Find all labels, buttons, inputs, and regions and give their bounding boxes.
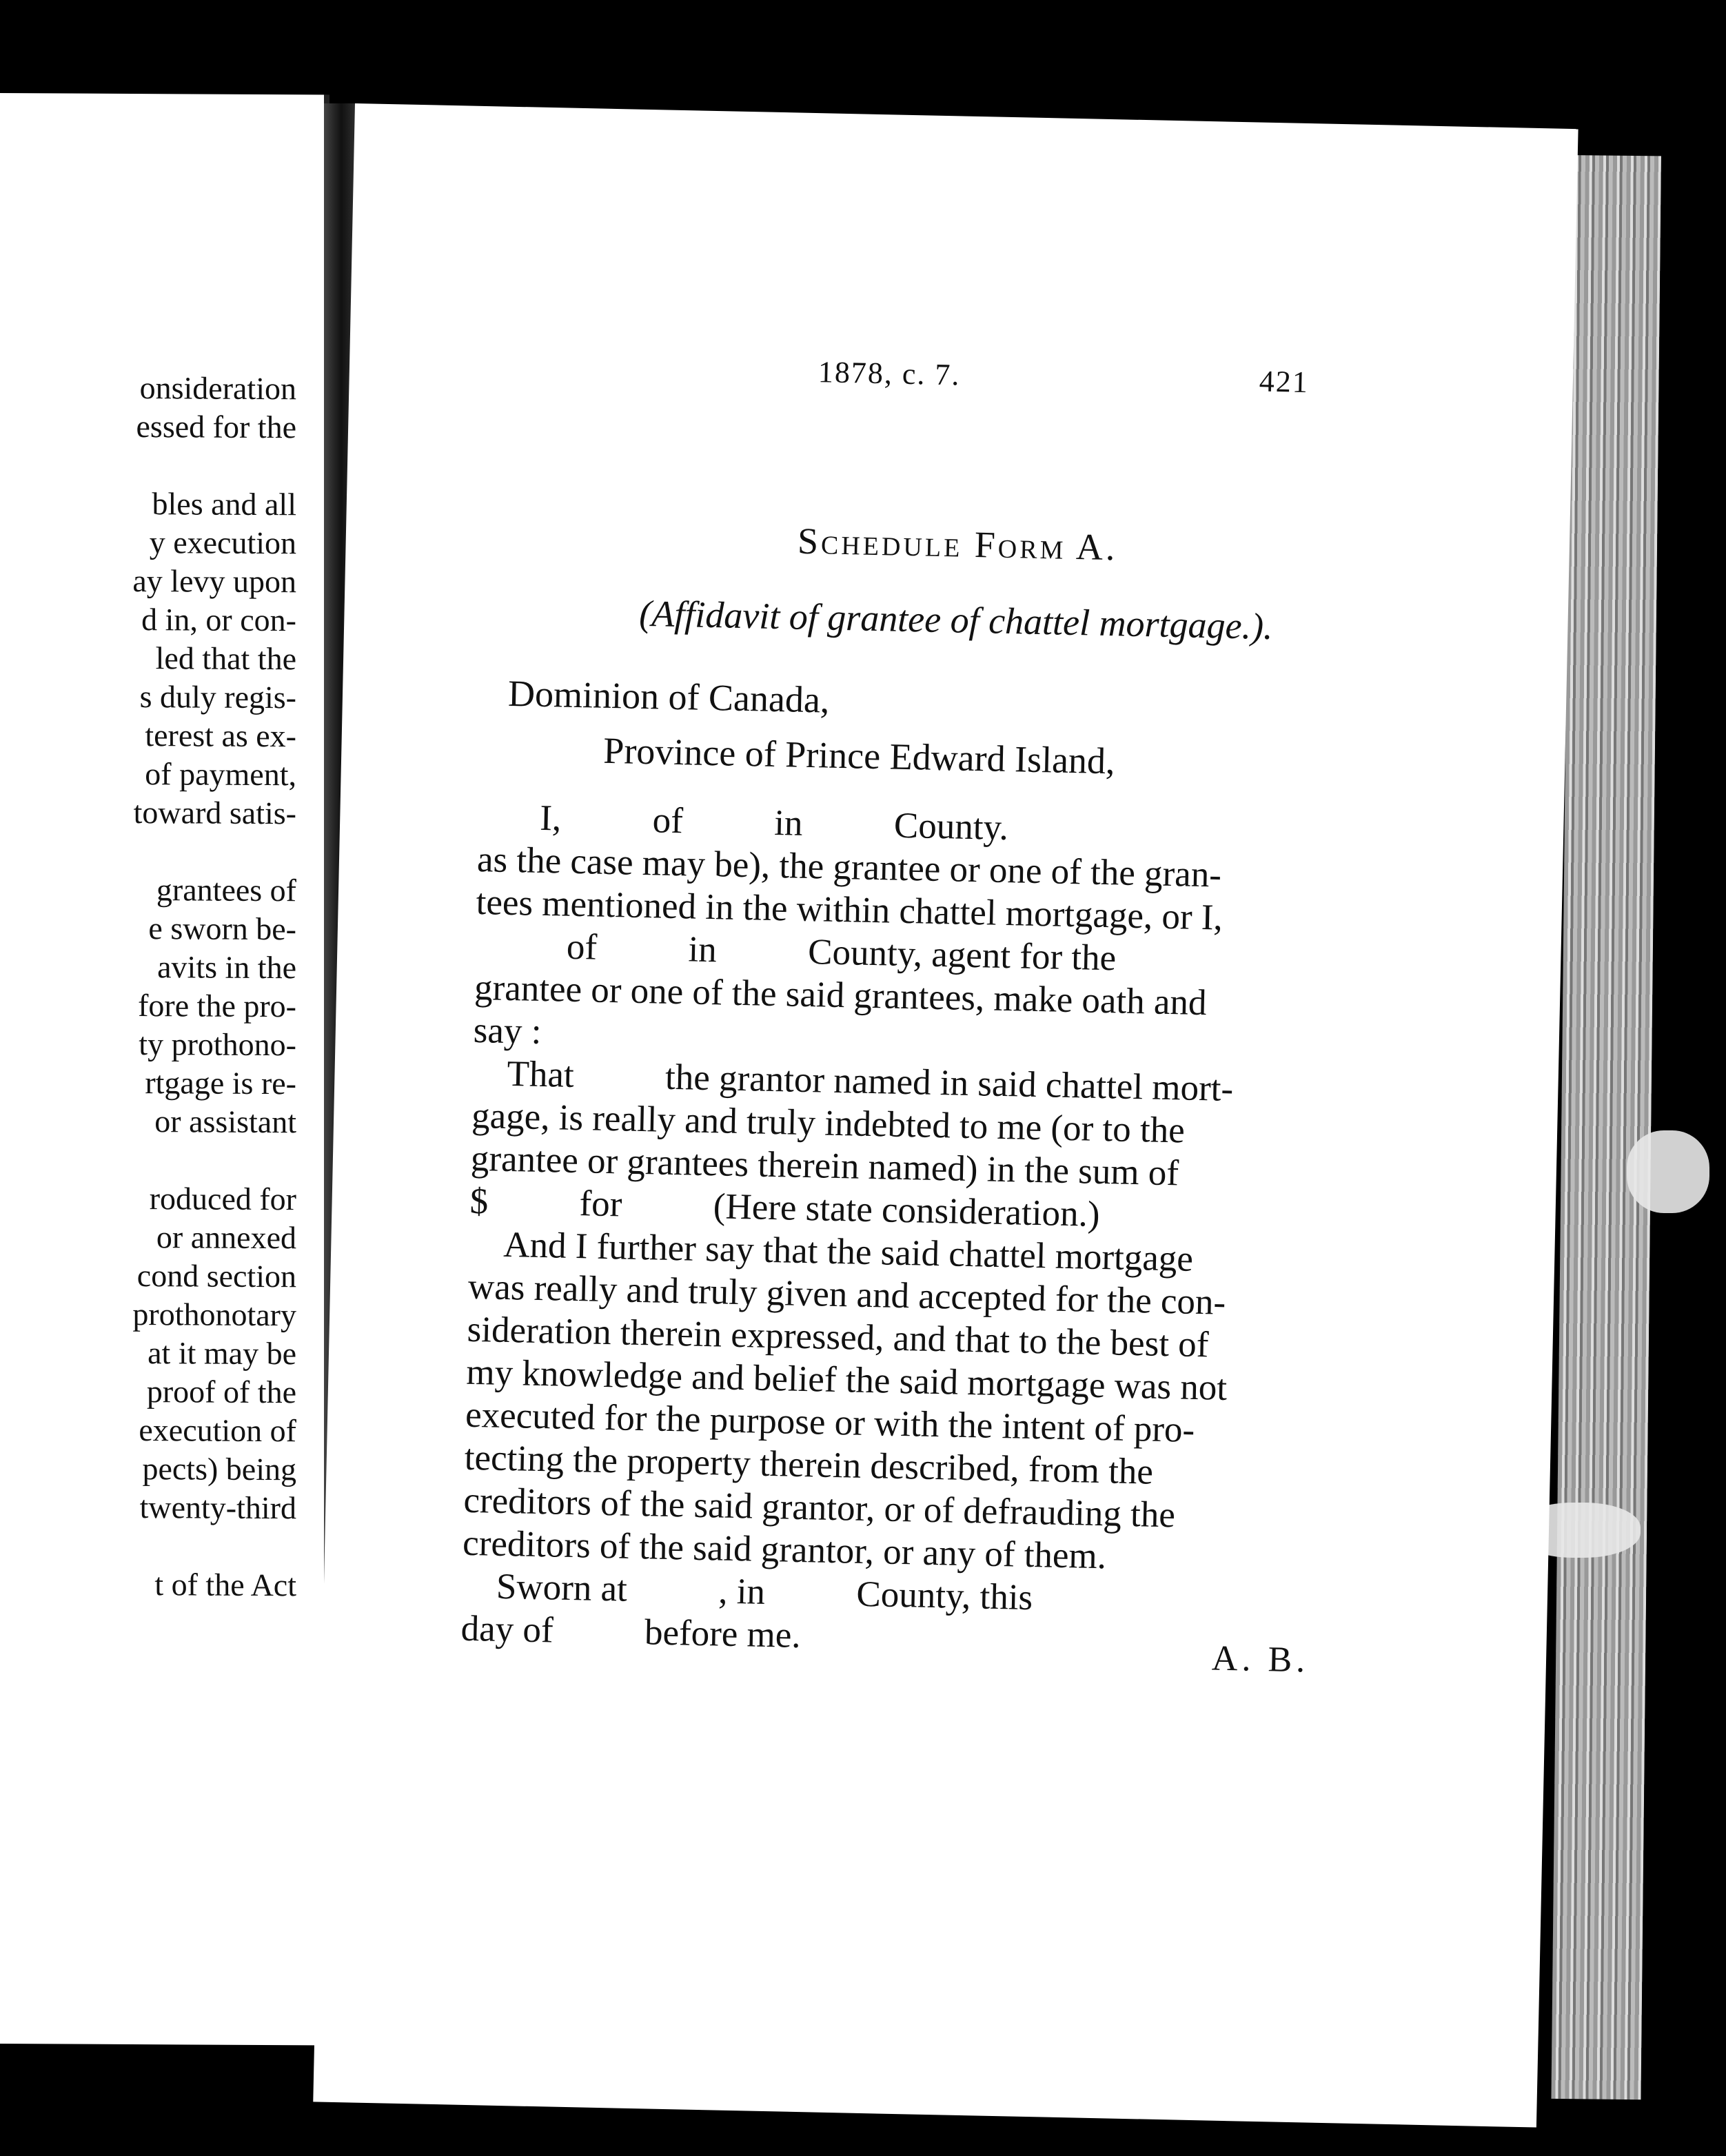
facing-page-left bbox=[0, 93, 329, 2046]
text-line: tees mentioned in the within chattel mortgage, or I, bbox=[476, 882, 1224, 938]
text-line: creditors of the said grantor, or any of them. bbox=[462, 1523, 1107, 1577]
left-page-line: led that the bbox=[155, 640, 296, 677]
left-page-line: cond section bbox=[136, 1258, 296, 1294]
text-line: as the case may be), the grantee or one of the gran- bbox=[476, 839, 1222, 895]
left-page-line: ty prothono- bbox=[139, 1026, 296, 1063]
text-line: executed for the purpose or with the intent of pro- bbox=[465, 1394, 1195, 1450]
text-line: was really and truly given and accepted for the con- bbox=[467, 1266, 1226, 1323]
signature: A. B. bbox=[1211, 1638, 1310, 1680]
left-page-line: e sworn be- bbox=[148, 911, 296, 947]
left-page-line: or assistant bbox=[154, 1104, 296, 1140]
left-page-line: or annexed bbox=[156, 1219, 296, 1256]
form-subtitle: (Affidavit of grantee of chattel mortgage.). bbox=[638, 592, 1274, 648]
left-page-line: pects) being bbox=[142, 1451, 296, 1487]
left-page-line: onsideration bbox=[139, 370, 296, 407]
right-page bbox=[313, 103, 1578, 2128]
left-page-line: ay levy upon bbox=[132, 563, 296, 600]
left-page-line: grantees of bbox=[156, 872, 296, 908]
text-line: Sworn at , in County, this bbox=[496, 1566, 1033, 1618]
text-line: I, of in County. bbox=[539, 797, 1009, 848]
left-page-line: of payment, bbox=[145, 756, 296, 793]
venue-line-1: Dominion of Canada, bbox=[507, 672, 831, 721]
left-page-line: roduced for bbox=[149, 1181, 296, 1217]
left-page-line: t of the Act bbox=[154, 1567, 296, 1603]
page-number: 421 bbox=[1259, 364, 1310, 400]
text-line: $ for (Here state consideration.) bbox=[469, 1181, 1101, 1234]
left-page-line: d in, or con- bbox=[141, 602, 296, 638]
left-page-line: at it may be bbox=[148, 1335, 296, 1372]
paragraph-2 bbox=[469, 1052, 1328, 1241]
left-page-line: rtgage is re- bbox=[145, 1065, 296, 1101]
text-line: That the grantor named in said chattel mort- bbox=[506, 1053, 1234, 1109]
left-page-line: essed for the bbox=[136, 409, 296, 445]
left-page-line: fore the pro- bbox=[138, 988, 296, 1024]
left-page-line: s duly regis- bbox=[139, 679, 296, 715]
text-line: creditors of the said grantor, or of defrauding the bbox=[463, 1480, 1176, 1536]
left-page-line: y execution bbox=[149, 525, 296, 561]
left-page-line: twenty-third bbox=[139, 1489, 296, 1526]
text-line: tecting the property therein described, from the bbox=[464, 1437, 1154, 1492]
text-line: of in County, agent for the bbox=[474, 924, 1117, 979]
affidavit-body bbox=[460, 795, 1333, 1668]
left-page-line: avits in the bbox=[157, 949, 296, 986]
left-page-line: toward satis- bbox=[133, 795, 296, 831]
form-title: Schedule Form A. bbox=[797, 520, 1119, 569]
text-line: sideration therein expressed, and that to the best of bbox=[467, 1309, 1210, 1365]
left-page-line: prothonotary bbox=[132, 1296, 296, 1333]
left-page-line: bles and all bbox=[152, 486, 296, 522]
paragraph-1 bbox=[473, 795, 1333, 1070]
text-line: And I further say that the said chattel mortgage bbox=[502, 1224, 1194, 1279]
left-page-line: proof of the bbox=[146, 1374, 296, 1410]
text-line: grantee or one of the said grantees, make oath and bbox=[474, 967, 1208, 1024]
left-page-line: terest as ex- bbox=[145, 718, 296, 754]
text-line: say : bbox=[473, 1010, 542, 1052]
text-line: my knowledge and belief the said mortgage was not bbox=[465, 1352, 1228, 1408]
text-line: gage, is really and truly indebted to me (or to the bbox=[471, 1095, 1186, 1151]
jurat bbox=[460, 1565, 1317, 1668]
running-header-statute: 1878, c. 7. bbox=[818, 355, 961, 392]
text-line: day of before me. bbox=[460, 1608, 802, 1656]
venue-line-2: Province of Prince Edward Island, bbox=[602, 729, 1116, 782]
left-page-line: execution of bbox=[139, 1412, 296, 1449]
paragraph-3 bbox=[463, 1223, 1324, 1583]
paper-stain bbox=[1627, 1130, 1709, 1213]
text-line: grantee or grantees therein named) in the sum of bbox=[470, 1138, 1179, 1194]
